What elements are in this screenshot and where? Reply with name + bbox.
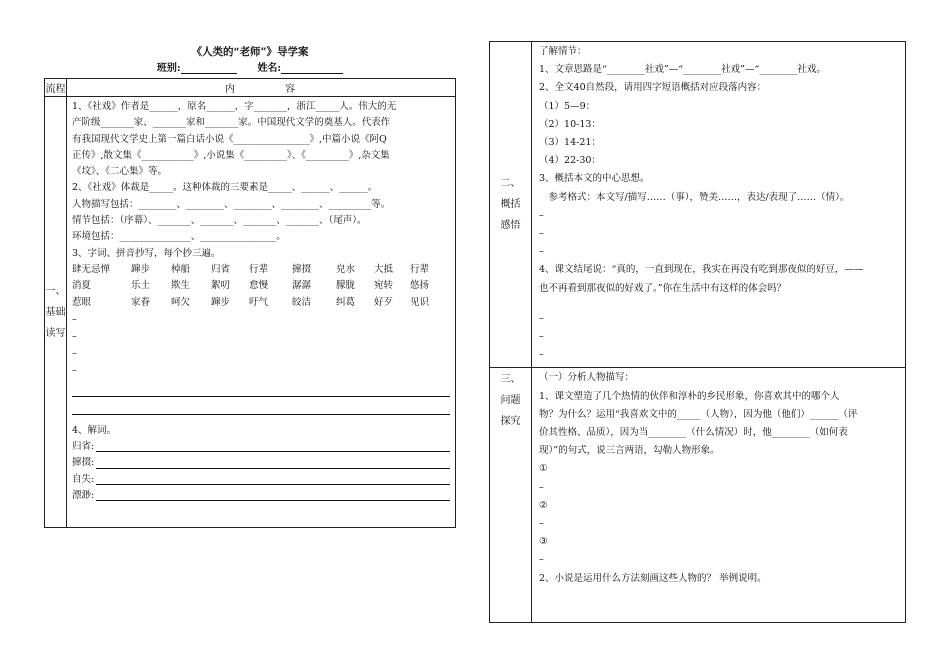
answer-dash[interactable]: –	[539, 246, 544, 258]
word: 纠葛	[336, 296, 356, 308]
answer-dash[interactable]: –	[539, 518, 544, 530]
q1-line: 1、《社戏》作者是______，原名______，字_______，浙江_____人。伟大的无	[72, 101, 397, 112]
term-row	[72, 439, 450, 455]
term-row	[72, 488, 450, 504]
q2-line: 人物描写包括：________、________、________、________、_________等。	[72, 198, 391, 210]
word: 欺生	[171, 280, 191, 292]
r-q3: 3、概括本文的中心思想。	[539, 173, 650, 185]
words-row-2	[72, 278, 450, 294]
word: 归省	[211, 263, 231, 275]
word: 好歹	[374, 296, 394, 308]
q1-line: 《坟》、《二心集》等。	[72, 166, 168, 178]
word: 悠扬	[410, 280, 430, 292]
word: 潺潺	[292, 280, 312, 292]
answer-rule[interactable]	[72, 397, 450, 415]
word: 大抵	[374, 263, 394, 275]
q2-line: 2、《社戏》体裁是_____。这种体裁的三要素是_____、______、______。	[72, 182, 378, 194]
answer-dash[interactable]: –	[72, 364, 77, 376]
words-row-3	[72, 295, 450, 311]
words-row-1	[72, 262, 450, 278]
r-q4-line: 也不再看到那夜似的好戏了。”你在生活中有这样的体会吗？	[539, 282, 787, 294]
answer-rule[interactable]	[72, 379, 450, 397]
q1-line: 正传》,散文集《___________》,小说集《_________》、《_________》,杂文集	[72, 149, 390, 161]
para-item: （1）5—9：	[539, 100, 596, 112]
section-2-content	[532, 42, 906, 368]
section-3-label: 三、 问题 探究	[490, 368, 532, 623]
word: 消夏	[72, 280, 92, 292]
answer-dash[interactable]: –	[539, 331, 544, 343]
word: 絮叨	[211, 280, 231, 292]
word: 怠慢	[249, 280, 269, 292]
word: 行辈	[410, 263, 430, 275]
q4-title: 4、解词。	[72, 424, 117, 436]
word: 皃水	[336, 263, 356, 275]
q3-title: 3、字词、拼音抄写，每个抄三遍。	[72, 247, 221, 259]
word: 撺掇	[292, 263, 312, 275]
term-answer-line[interactable]	[96, 439, 450, 452]
section-3-content	[532, 368, 906, 623]
class-name-line	[44, 59, 456, 74]
answer-dash[interactable]: –	[539, 312, 544, 324]
q2-line: 情节包括：（序幕）、_______、_______、_______、_______、（尾声）。	[72, 215, 367, 227]
word: 呵欠	[171, 296, 191, 308]
answer-dash[interactable]: –	[539, 209, 544, 221]
class-blank[interactable]	[181, 62, 237, 74]
left-worksheet-table	[44, 78, 456, 528]
r-q3-reference: 参考格式：本文写/描写……（事），赞美……，表达/表现了……（情）。	[539, 191, 850, 203]
term-label: 归省:	[72, 441, 95, 453]
intro-text: 了解情节：	[539, 46, 587, 57]
term-answer-line[interactable]	[96, 488, 450, 501]
right-worksheet-table	[489, 41, 906, 623]
answer-dash[interactable]: –	[539, 228, 544, 240]
word: 蹿步	[131, 263, 151, 275]
word: 行辈	[249, 263, 269, 275]
term-row	[72, 455, 450, 471]
analysis-title: （一）分析人物描写：	[539, 372, 635, 384]
r-s3-q1-line: 物？为什么？运用“我喜欢文中的_____（人物），因为他（他们）______（评	[539, 408, 858, 420]
header-process: 流程	[45, 79, 67, 97]
section-2-label: 二、 概括 感悟	[490, 42, 532, 368]
answer-dash[interactable]: –	[539, 349, 544, 361]
r-s3-q2: 2、小说是运用什么方法刻画这些人物的？ 举例说明。	[539, 572, 767, 584]
r-q1: 1、文章思路是“________社戏”—“________社戏”—“________社戏。	[539, 64, 826, 76]
word: 吁气	[249, 296, 269, 308]
answer-dash[interactable]: –	[72, 347, 77, 359]
r-q2: 2、全文40自然段，请用四字短语概括对应段落内容：	[539, 82, 767, 94]
word: 皎洁	[292, 296, 312, 308]
answer-dash[interactable]: –	[539, 481, 544, 493]
term-answer-line[interactable]	[96, 472, 450, 485]
para-item: （2）10-13：	[539, 118, 601, 130]
r-q4-line: 4、课文结尾说：“真的，一直到现在，我实在再没有吃到那夜似的好豆，——	[539, 264, 864, 276]
page-title: 《人类的“老师”》导学案	[191, 46, 309, 58]
word: 肆无忌惮	[72, 263, 111, 275]
term-row	[72, 472, 450, 488]
r-s3-q1-line: 1、课文塑造了几个热情的伙伴和淳朴的乡民形象，你喜欢其中的哪个人	[539, 390, 840, 402]
term-label: 漂渺:	[72, 490, 95, 502]
class-label: 班别:	[156, 63, 181, 74]
r-s3-q1-line: 价其性格、品质），因为当________（什么情况）时，他________（如何表	[539, 427, 848, 439]
circled-number: ①	[539, 463, 548, 475]
word: 蹿步	[211, 296, 231, 308]
word: 家眷	[131, 296, 151, 308]
r-s3-q1-line: 现）”的句式，说三言两语，勾勒人物形象。	[539, 445, 720, 457]
answer-dash[interactable]: –	[539, 554, 544, 566]
section-1-label: 一、 基础 读写	[45, 97, 67, 528]
word: 朦胧	[336, 280, 356, 292]
term-answer-line[interactable]	[96, 455, 450, 468]
answer-dash[interactable]: –	[72, 313, 77, 325]
q1-line: 产阶级_______家、_______家和_______家。中国现代文学的奠基人。代表作	[72, 117, 391, 129]
term-label: 撺掇:	[72, 457, 95, 469]
answer-dash[interactable]: –	[72, 330, 77, 342]
word: 乐土	[131, 280, 151, 292]
word: 惹眼	[72, 296, 92, 308]
q2-line: 环境包括：_______________、________________。	[72, 231, 286, 243]
circled-number: ②	[539, 499, 548, 511]
para-item: （3）14-21：	[539, 137, 601, 149]
header-content: 内 容	[67, 79, 456, 97]
name-label: 姓名:	[257, 63, 282, 74]
circled-number: ③	[539, 536, 548, 548]
q1-line: 有我国现代文学史上第一篇白话小说《________________》,中篇小说《阿Q	[72, 133, 387, 145]
word: 宛转	[374, 280, 394, 292]
word: 见识	[410, 296, 430, 308]
name-blank[interactable]	[281, 62, 343, 74]
para-item: （4）22-30：	[539, 155, 601, 167]
term-label: 自失:	[72, 473, 95, 485]
word: 棹船	[171, 263, 191, 275]
section-1-content	[67, 97, 456, 528]
